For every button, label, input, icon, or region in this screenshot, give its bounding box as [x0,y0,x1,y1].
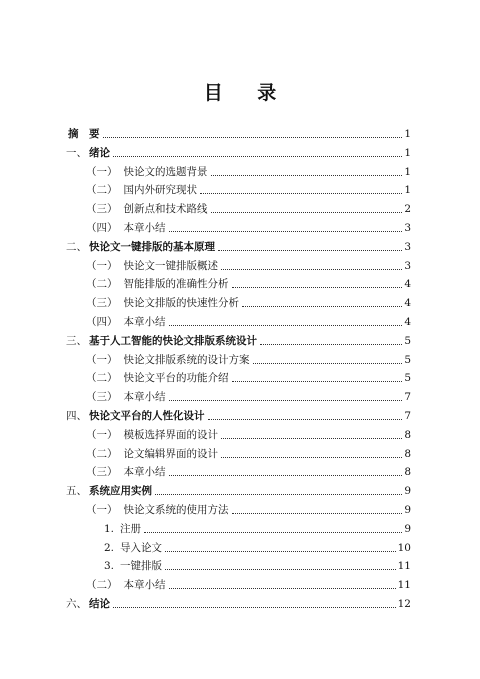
toc-entry[interactable] [66,239,411,255]
toc-entry[interactable] [86,464,411,480]
toc-entry-label: 论文编辑界面的设计 [123,447,218,460]
toc-entry-page: 8 [404,447,411,460]
toc-entry-label: 结论 [89,598,110,610]
toc-leader-dots [165,551,396,552]
toc-entry-number: （一） [86,353,118,366]
toc-entry-page: 5 [404,353,411,366]
toc-entry[interactable] [66,483,411,499]
toc-entry-number: 二、 [66,240,87,253]
toc-entry-number: 四、 [66,410,87,422]
toc-entry-page: 7 [404,391,411,404]
toc-entry[interactable] [86,352,411,368]
toc-leader-dots [242,306,402,307]
toc-entry-page: 1 [404,184,411,197]
toc-entry-label: 本章小结 [123,316,166,328]
toc-entry-label: 快论文的选题背景 [123,165,208,178]
toc-entry-number: （一） [86,504,118,516]
toc-entry[interactable] [66,126,411,142]
toc-entry-label: 智能排版的准确性分析 [123,278,229,291]
toc-entry-number: （三） [86,466,118,479]
toc-leader-dots [232,287,403,288]
toc-leader-dots [232,513,403,514]
toc-entry-page: 9 [404,485,411,498]
toc-entry-page: 4 [404,316,411,328]
toc-leader-dots [103,137,403,138]
toc-entry-label: 导入论文 [120,541,163,554]
toc-entry[interactable] [104,521,411,537]
toc-entry-page: 2 [404,203,411,216]
toc-entry-number: 1. [104,522,115,535]
toc-leader-dots [211,212,403,213]
toc-entry[interactable] [66,145,411,161]
toc-leader-dots [218,250,402,251]
toc-entry[interactable] [66,408,411,424]
toc-entry-label: 快论文排版的快速性分析 [123,297,239,310]
toc-entry-label: 快论文排版系统的设计方案 [123,353,250,366]
toc-entry[interactable] [86,276,411,292]
toc-entry-label: 系统应用实例 [89,485,152,498]
toc-leader-dots [169,475,403,476]
toc-entry-label: 绪论 [89,146,110,159]
toc-entry-number: （三） [86,203,118,216]
toc-entry-label: 快论文一键排版的基本原理 [89,240,215,253]
toc-entry[interactable] [86,164,411,180]
toc-leader-dots [211,175,403,176]
toc-leader-dots [221,269,402,270]
toc-leader-dots [113,607,396,608]
toc-entry[interactable] [86,389,411,405]
toc-leader-dots [208,419,403,420]
toc-entry-page: 1 [404,165,411,178]
toc-entry-page: 3 [404,222,411,234]
toc-entry-page: 9 [404,504,411,516]
toc-entry-number: 一、 [66,146,87,159]
toc-entry-label: 快论文系统的使用方法 [123,504,229,516]
toc-entry-label: 本章小结 [123,222,166,234]
toc-leader-dots [200,193,402,194]
toc-entry-page: 11 [397,560,411,573]
toc-entry-label: 本章小结 [123,391,166,404]
toc-entry[interactable] [104,558,411,574]
toc-leader-dots [144,532,402,533]
toc-entry-number: 五、 [66,485,87,498]
toc-entry-page: 8 [404,428,411,441]
toc-entry[interactable] [86,295,411,311]
toc-entry-number: 三、 [66,334,87,347]
toc-entry-number: （二） [86,184,118,197]
toc-entry[interactable] [86,370,411,386]
toc-entry-number: （二） [86,447,118,460]
toc-entry[interactable] [86,201,411,217]
toc-entry[interactable] [86,258,411,274]
toc-entry-label: 快论文平台的功能介绍 [123,372,229,385]
toc-entry-label: 摘 要 [68,128,100,140]
toc-entry-page: 12 [397,598,411,610]
toc-entry-number: （二） [86,372,118,385]
toc-entry-page: 9 [404,522,411,535]
toc-leader-dots [169,588,396,589]
toc-leader-dots [221,457,402,458]
toc-leader-dots [165,569,396,570]
toc-entry-label: 快论文平台的人性化设计 [89,410,205,422]
toc-entry-number: （一） [86,165,118,178]
toc-entry-label: 模板选择界面的设计 [123,428,218,441]
toc-entry-page: 5 [404,372,411,385]
toc-leader-dots [221,438,402,439]
toc-leader-dots [155,494,402,495]
toc-entry-number: 2. [104,541,115,554]
toc-entry-label: 国内外研究现状 [123,184,197,197]
toc-leader-dots [260,344,402,345]
toc-entry-label: 一键排版 [120,560,163,573]
toc-entry-number: （四） [86,222,118,234]
toc-entry-label: 创新点和技术路线 [123,203,208,216]
toc-entry[interactable] [66,333,411,349]
toc-entry[interactable] [86,427,411,443]
toc-entry-page: 1 [404,146,411,159]
toc-entry-label: 快论文一键排版概述 [123,259,218,272]
toc-entry-page: 3 [404,240,411,253]
toc-entry-page: 4 [404,278,411,291]
toc-entry-label: 本章小结 [123,579,166,592]
toc-entry-label: 注册 [120,522,142,535]
toc-entry-number: （一） [86,259,118,272]
toc-entry-page: 4 [404,297,411,310]
toc-leader-dots [113,156,402,157]
toc-leader-dots [253,363,403,364]
toc-entry-number: （一） [86,428,118,441]
toc-entry-number: （三） [86,297,118,310]
toc-entry-label: 本章小结 [123,466,166,479]
toc-entry-page: 5 [404,334,411,347]
toc-entry-number: （三） [86,391,118,404]
toc-entry-page: 7 [404,410,411,422]
toc-entry-page: 10 [397,541,411,554]
page-title: 目 录 [203,82,291,104]
toc-entry[interactable] [86,446,411,462]
toc-entry-page: 3 [404,259,411,272]
toc-entry[interactable] [86,220,411,236]
toc-entry-number: （四） [86,316,118,328]
toc-leader-dots [232,381,403,382]
toc-entry-page: 11 [397,579,411,592]
toc-entry-number: 3. [104,560,115,573]
toc-entry[interactable] [66,596,411,612]
toc-entry-number: （二） [86,579,118,592]
toc-entry[interactable] [86,502,411,518]
toc-entry[interactable] [86,314,411,330]
toc-entry[interactable] [86,182,411,198]
toc-leader-dots [169,231,403,232]
toc-entry-number: 六、 [66,598,87,610]
toc-leader-dots [169,325,403,326]
toc-leader-dots [169,400,403,401]
toc-entry[interactable] [86,577,411,593]
toc-entry-page: 1 [404,128,411,140]
toc-entry-page: 8 [404,466,411,479]
toc-entry-label: 基于人工智能的快论文排版系统设计 [89,334,257,347]
toc-entry[interactable] [104,540,411,556]
toc-entry-number: （二） [86,278,118,291]
